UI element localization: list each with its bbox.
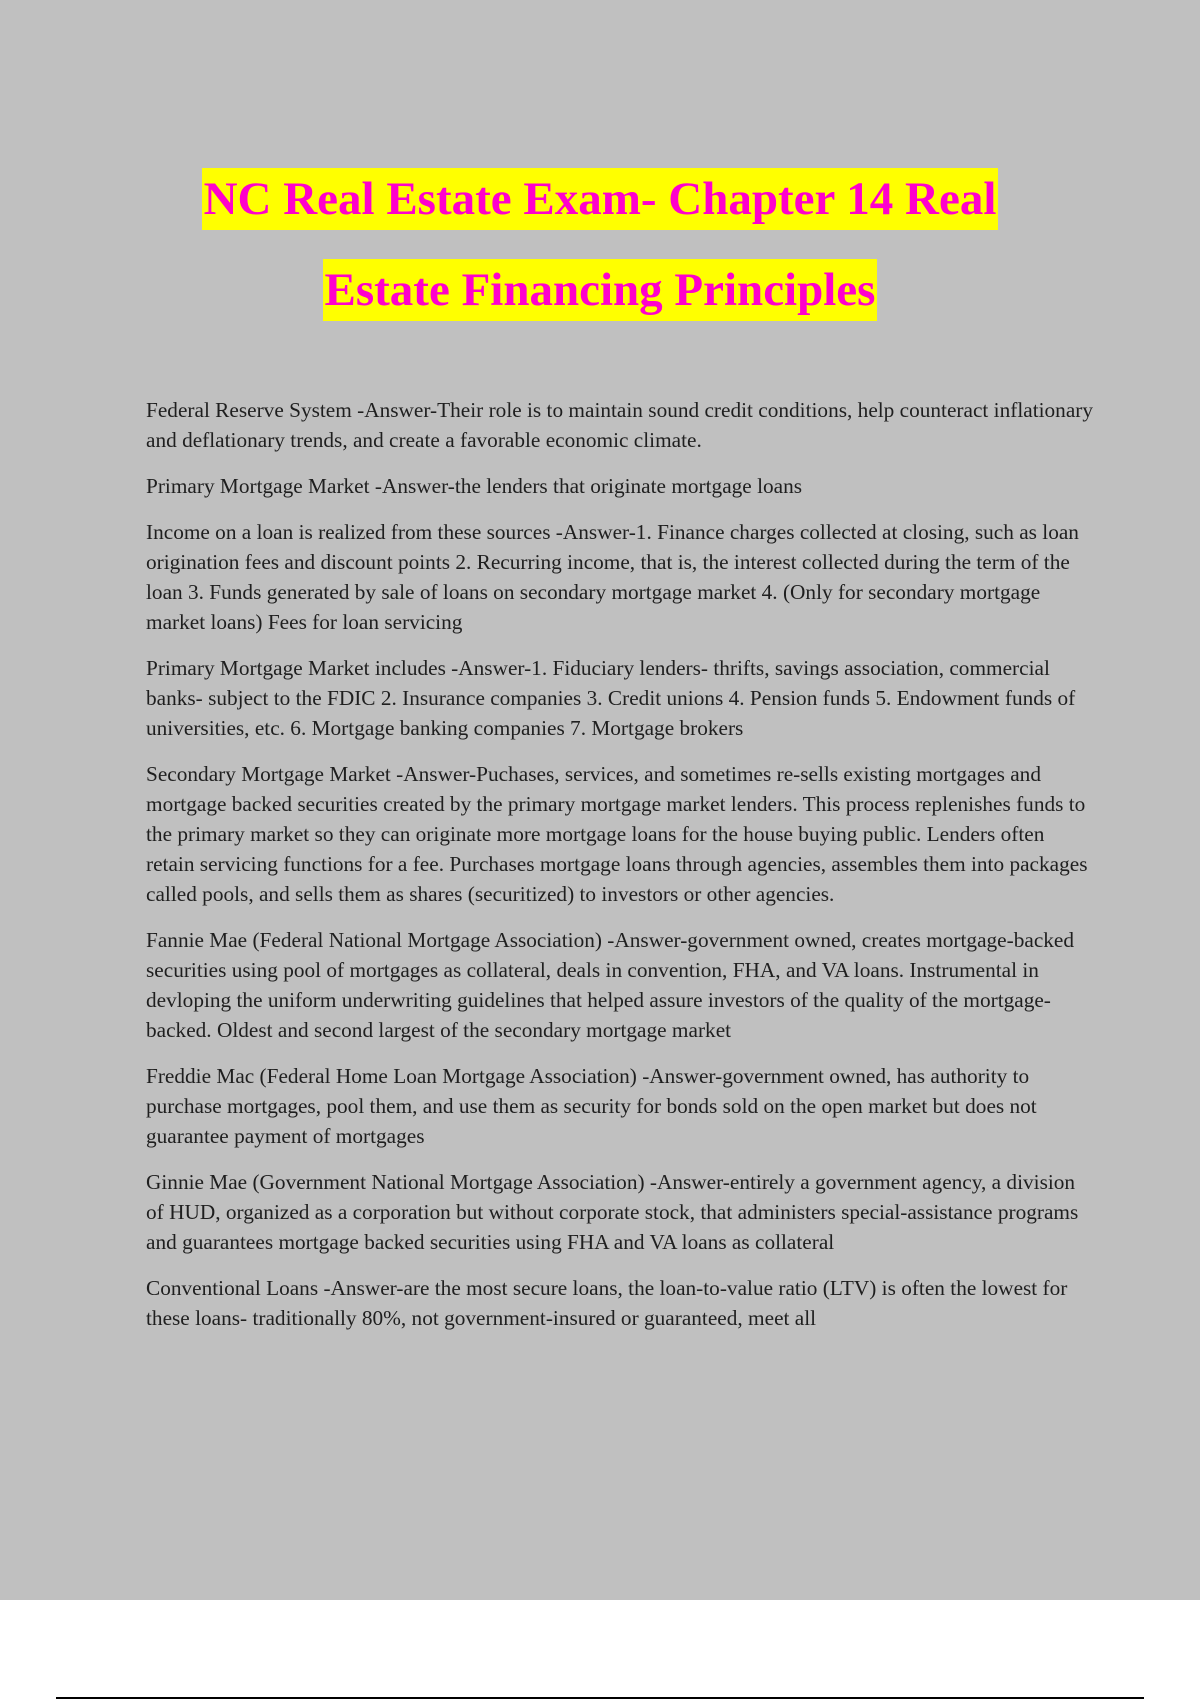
document-title: [0, 168, 1200, 321]
qa-entry: Conventional Loans -Answer-are the most secure loans, the loan-to-value ratio (LTV) is often the lowest for these loans- traditionally 80%, not government-insured or guaranteed, meet all: [146, 1276, 1068, 1330]
qa-entry: Fannie Mae (Federal National Mortgage Association) -Answer-government owned, creates mortgage-backed securities using pool of mortgages as collateral, deals in convention, FHA, and VA loans. Instrumental in devloping the uniform underwriting guidelines that helped assure investors of the quality of the mortgage-backed. Oldest and second largest of the secondary mortgage market: [146, 928, 1075, 1042]
page-divider: [56, 1697, 1144, 1699]
qa-entry: Ginnie Mae (Government National Mortgage Association) -Answer-entirely a government agency, a division of HUD, organized as a corporation but without corporate stock, that administers special-assistance programs and guarantees mortgage backed securities using FHA and VA loans as collateral: [146, 1170, 1079, 1254]
qa-entry: Primary Mortgage Market includes -Answer-1. Fiduciary lenders- thrifts, savings association, commercial banks- subject to the FDIC 2. Insurance companies 3. Credit unions 4. Pension funds 5. Endowment funds of universities, etc. 6. Mortgage banking companies 7. Mortgage brokers: [146, 656, 1076, 740]
qa-entry: Federal Reserve System -Answer-Their role is to maintain sound credit conditions, help counteract inflationary and deflationary trends, and create a favorable economic climate.: [146, 398, 1094, 452]
qa-entry: Primary Mortgage Market -Answer-the lenders that originate mortgage loans: [146, 474, 803, 498]
qa-entry: Freddie Mac (Federal Home Loan Mortgage Association) -Answer-government owned, has authority to purchase mortgages, pool them, and use them as security for bonds sold on the open market but does not guarantee payment of mortgages: [146, 1064, 1037, 1148]
title-line-2: Estate Financing Principles: [323, 259, 878, 321]
qa-entry: Income on a loan is realized from these sources -Answer-1. Finance charges collected at closing, such as loan origination fees and discount points 2. Recurring income, that is, the interest collected during the term of the loan 3. Funds generated by sale of loans on secondary mortgage market 4. (Only for secondary mortgage market loans) Fees for loan servicing: [146, 520, 1079, 634]
qa-entry: Secondary Mortgage Market -Answer-Puchases, services, and sometimes re-sells existing mortgages and mortgage backed securities created by the primary mortgage market lenders. This process replenishes funds to the primary market so they can originate more mortgage loans for the house buying public. Lenders often retain servicing functions for a fee. Purchases mortgage loans through agencies, assembles them into packages called pools, and sells them as shares (securitized) to investors or other agencies.: [146, 762, 1088, 906]
title-line-1: NC Real Estate Exam- Chapter 14 Real: [202, 168, 999, 230]
qa-list: [146, 395, 1096, 1349]
